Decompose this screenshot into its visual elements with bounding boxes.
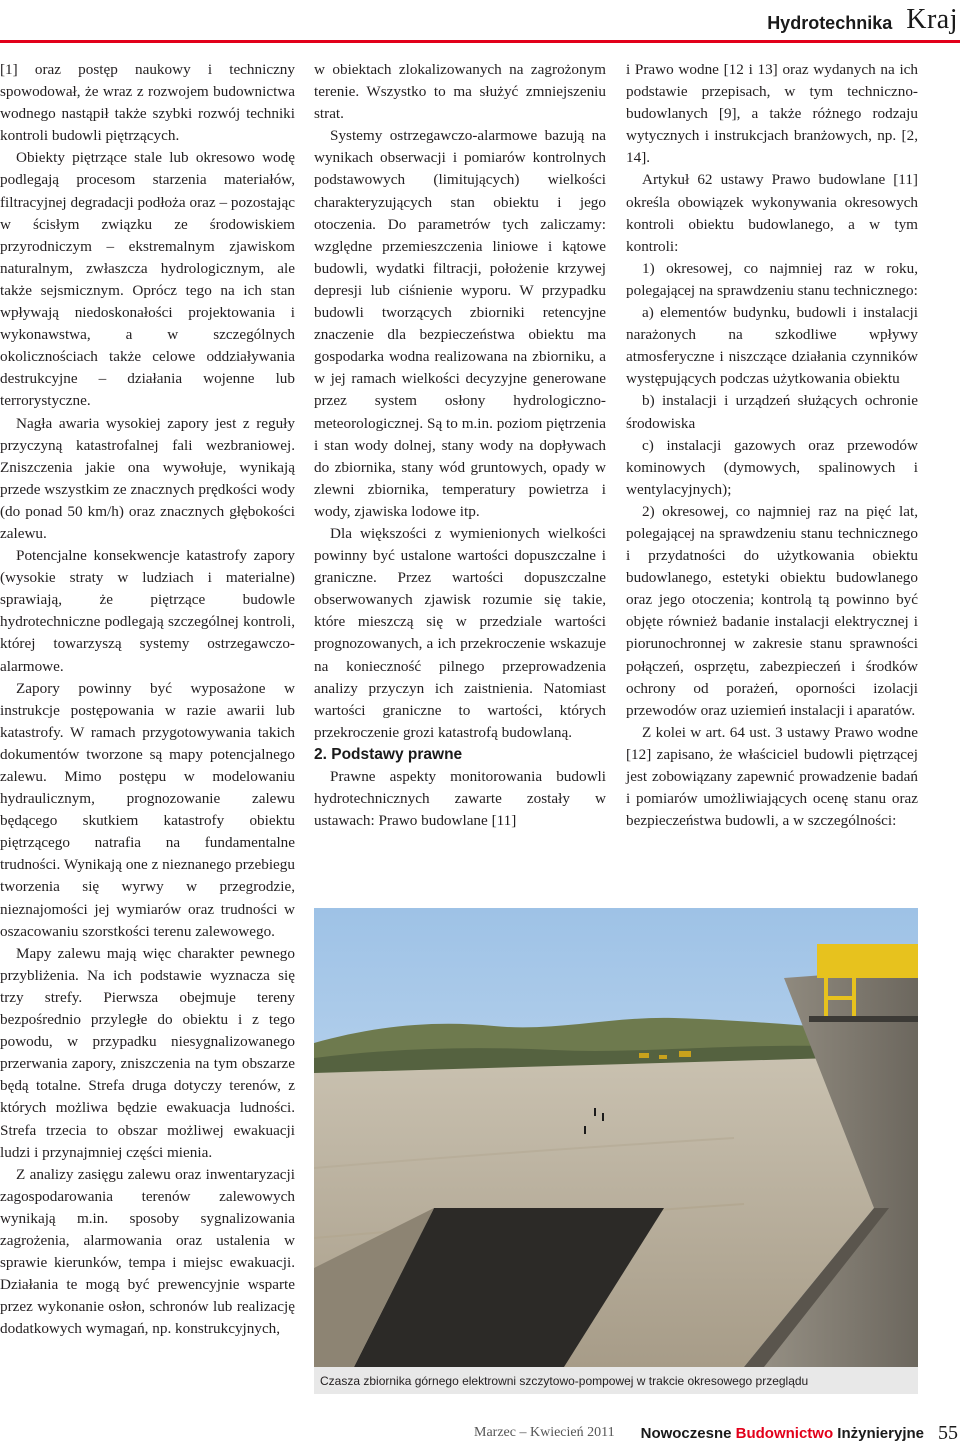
paragraph: Artykuł 62 ustawy Prawo budowlane [11] określa obowiązek wykonywania okresowych kontroli obiektu budowlanego, a w tym kontroli:: [626, 171, 918, 255]
paragraph: Systemy ostrzegawczo-alarmowe bazują na wynikach obserwacji i pomiarów kontrolnych podstawowych (limitujących) wielkości charakteryzujących stan obiektu i jego otoczenia. Do parametrów tych zaliczamy: względne przemieszczenia liniowe i kątowe budowli, wydatki filtracji, położenie krzywej depresji lub ciśnienie wyporu. W przypadku budowli tworzących zbiorniki retencyjne znaczenie dla bezpieczeństwa obiektu ma gospodarka wodna realizowana na zbiorniku, a w jej ramach wielkości decyzyjne generowane przez system osłony hydrologiczno-meteorologicznej. Są to m.in. poziom piętrzenia i stan wody dolnej, stany wody na dopływach do zbiornika, stany wód gruntowych, opady w zlewni zbiornika, temperatury powietrza i wody, zjawiska lodowe itp.: [314, 127, 606, 520]
paragraph: Z analizy zasięgu zalewu oraz inwentaryzacji zagospodarowania terenów zalewowych wynikają m.in. sposoby sygnalizowania zagrożenia, alarmowania oraz ustalenia w sprawie kierunków, tempa i miejsc ewakuacji. Działania te mogą być prewencyjnie wsparte przez wykonanie osłon, schronów lub realizację dodatkowych wymagań, np. konstrukcyjnych,: [0, 1165, 295, 1338]
page-header: [767, 0, 960, 40]
list-item: 2) okresowej, co najmniej raz na pięć lat, polegającej na sprawdzeniu stanu technicznego i przydatności do użytkowania obiektu budowlanego, estetyki obiektu budowlanego oraz jego otoczenia; kontrolą tą powinno być objęte również badanie instalacji elektrycznej i piorunochronnej w zakresie stanu sprawności połączeń, osprzętu, zabezpieczeń i środków ochrony od porażeń, oporności izolacji przewodów oraz uziemień instalacji i aparatów.: [626, 502, 918, 719]
magazine-title: [641, 1425, 924, 1442]
header-divider: [0, 40, 960, 43]
magazine-title-part-3: Inżynieryjne: [837, 1424, 924, 1442]
page-number: 55: [938, 1421, 958, 1444]
magazine-title-part-2: Budownictwo: [735, 1424, 838, 1442]
list-item: b) instalacji i urządzeń służących ochronie środowiska: [626, 392, 918, 432]
text-column-1: [0, 59, 295, 1340]
magazine-title-part-1: Nowoczesne: [640, 1424, 736, 1442]
category-label: Kraj: [906, 4, 958, 35]
figure-caption: Czasza zbiornika górnego elektrowni szczytowo-pompowej w trakcie okresowego przeglądu: [314, 1367, 918, 1394]
section-heading: 2. Podstawy prawne: [314, 745, 463, 763]
text-column-3: [626, 59, 918, 832]
section-title: Hydrotechnika: [767, 12, 893, 33]
list-item: 1) okresowej, co najmniej raz w roku, polegającej na sprawdzeniu stanu technicznego:: [626, 259, 918, 299]
paragraph: Nagła awaria wysokiej zapory jest z reguły przyczyną katastrofalnej fali wezbraniowej. Zniszczenia jakie ona wywołuje, wynikają przede wszystkim ze znacznych prędkości wody (do ponad 50 km/h) oraz znacznych głębokości zalewu.: [0, 414, 295, 542]
page-footer: [0, 1420, 960, 1446]
paragraph: Mapy zalewu mają więc charakter pewnego przybliżenia. Na ich podstawie wyznacza się trzy strefy. Pierwsza obejmuje tereny bezpośrednio przyległe do obiektu i z tego powodu, w przypadku niesygnalizowanego przerwania zapory, zniszczenia na tym obszarze będą totalne. Strefa druga dotyczy terenów, z których możliwa będzie ewakuacja ludności. Strefa trzecia to obszar możliwej ewakuacji ludzi i przynajmniej części mienia.: [0, 944, 295, 1161]
paragraph: i Prawo wodne [12 i 13] oraz wydanych na ich podstawie przepisach, w tym techniczno-budowlanych [9], a także różnego rodzaju wytycznych i instrukcjach branżowych, np. [2, 14].: [626, 61, 918, 167]
paragraph: Dla większości z wymienionych wielkości powinny być ustalone wartości dopuszczalne i graniczne. Przez wartości dopuszczalne obserwowanych zjawisk rozumie się takie, które mieszczą się w przedziale wartości prognozowanych, a ich przekroczenie wskazuje na konieczność pilnego przeprowadzenia analizy przyczyn ich zaistnienia. Natomiast wartości graniczne to wartości, których przekroczenie grozi katastrofą budowlaną.: [314, 524, 606, 741]
list-item: a) elementów budynku, budowli i instalacji narażonych na szkodliwe wpływy atmosferyczne i niszczące działania czynników występujących podczas użytkowania obiektu: [626, 304, 918, 388]
paragraph: Prawne aspekty monitorowania budowli hydrotechnicznych zawarte zostały w ustawach: Prawo budowlane [11]: [314, 768, 606, 830]
paragraph: Obiekty piętrzące stale lub okresowo wodę podlegają procesom starzenia materiałów, filtracyjnej degradacji podłoża oraz – pozostając w ścisłym związku ze środowiskiem przyrodniczym – ekstremalnym zjawiskom naturalnym, zwłaszcza hydrologicznym, ale także sejsmicznym. Oprócz tego na ich stan wpływają niedoskonałości projektowania i wykonawstwa, a w szczególnych okolicznościach także celowe oddziaływania destrukcyjne – działania wojenne lub terrorystyczne.: [0, 149, 295, 410]
paragraph: Z kolei w art. 64 ust. 3 ustawy Prawo wodne [12] zapisano, że właściciel budowli piętrzącej jest zobowiązany zapewnić prowadzenie badań i pomiarów umożliwiających ocenę stanu oraz bezpieczeństwa budowli, a w szczególności:: [626, 723, 918, 830]
list-item: c) instalacji gazowych oraz przewodów kominowych (dymowych, spalinowych i wentylacyjnych);: [626, 436, 918, 498]
paragraph: w obiektach zlokalizowanych na zagrożonym terenie. Wszystko to ma służyć zmniejszeniu strat.: [314, 61, 606, 123]
paragraph: [1] oraz postęp naukowy i techniczny spowodował, że wraz z rozwojem budownictwa wodnego nastąpił także szybki rozwój techniki kontroli budowli piętrzących.: [0, 61, 295, 145]
text-column-2: [314, 59, 606, 832]
issue-date: Marzec – Kwiecień 2011: [474, 1425, 615, 1440]
reservoir-photo: [314, 908, 918, 1367]
paragraph: Zapory powinny być wyposażone w instrukcje postępowania w razie awarii lub katastrofy. W ramach przygotowywania takich dokumentów tworzone są mapy potencjalnego zalewu. Mimo postępu w modelowaniu hydraulicznym, prognozowanie zalewu będącego skutkiem katastrofy obiektu piętrzącego natrafia na fundamentalne trudności. Wynikają one z nieznanego przebiegu tworzenia się wyrwy w przegrodzie, nieznajomości jej wymiarów oraz trudności w oszacowaniu szorstkości terenu zalewowego.: [0, 679, 295, 940]
paragraph: Potencjalne konsekwencje katastrofy zapory (wysokie straty w ludziach i materialne) sprawiają, że piętrzące budowle hydrotechniczne podlegają szczególnej kontroli, której towarzyszą systemy ostrzegawczo-alarmowe.: [0, 547, 295, 675]
